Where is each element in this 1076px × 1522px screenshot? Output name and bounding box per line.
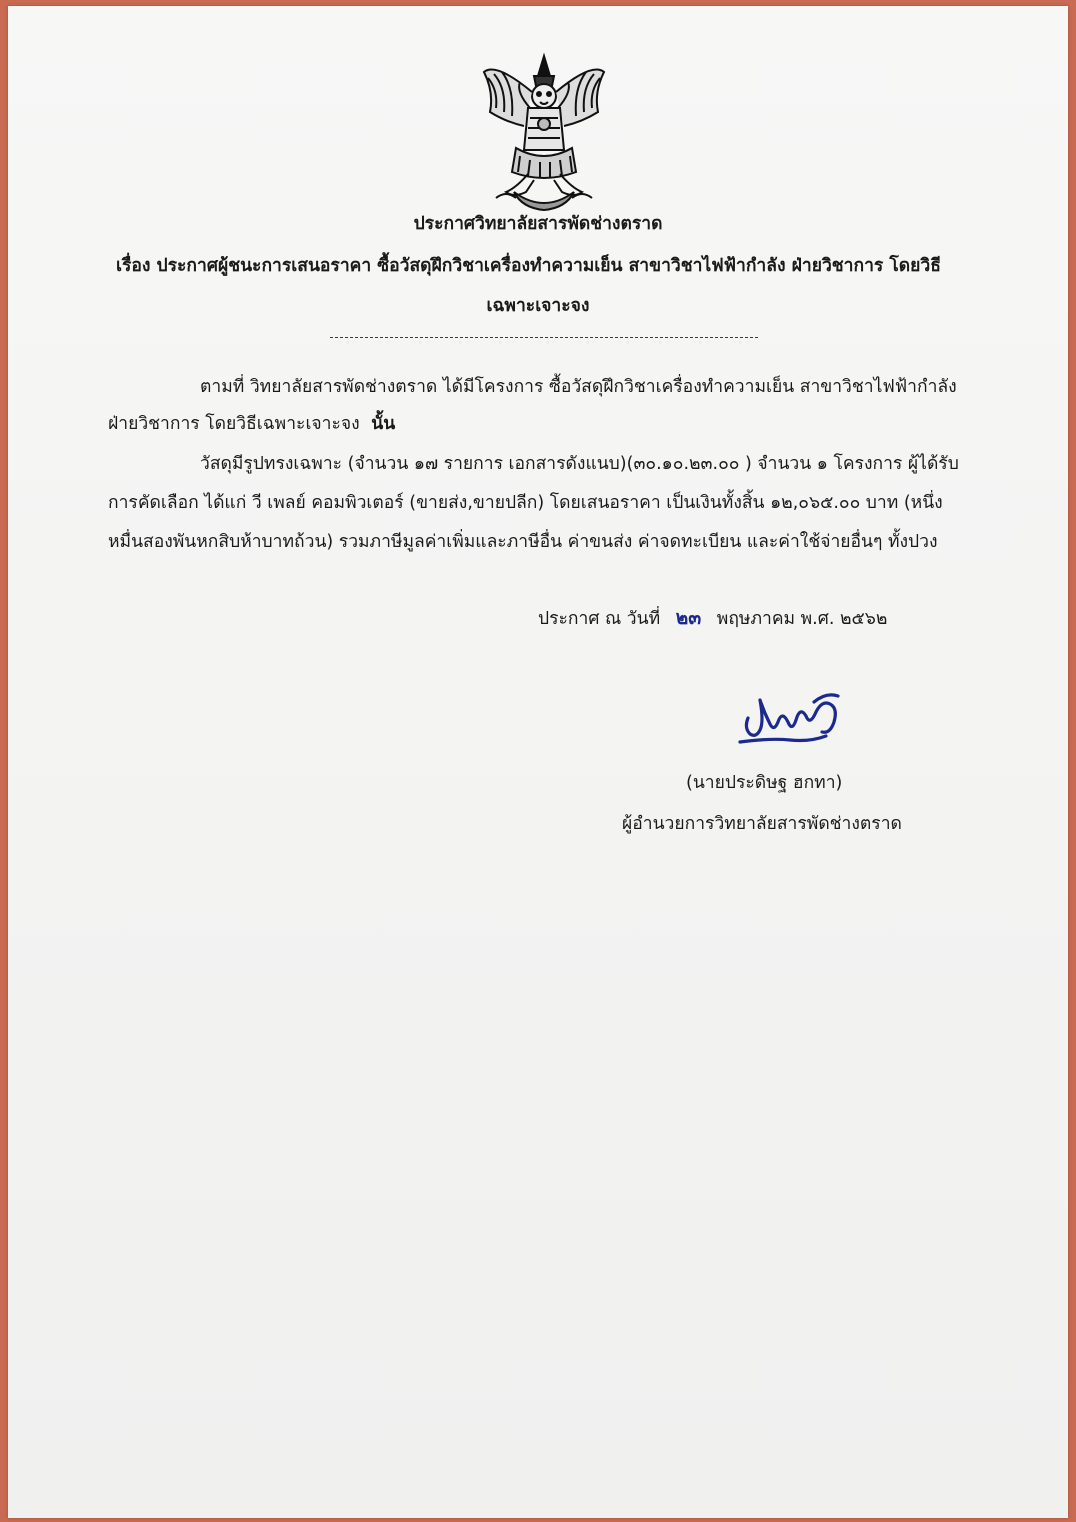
announcement-date [538, 609, 887, 629]
dashed-divider [330, 337, 758, 338]
paragraph-2-line-2: การคัดเลือก ได้แก่ วี เพลย์ คอมพิวเตอร์ (ขายส่ง,ขายปลีก) โดยเสนอราคา เป็นเงินทั้งสิ้น ๑๒,๐๖๕.๐๐ บาท (หนึ่ง [108, 493, 943, 513]
announcement-prefix: ประกาศ ณ วันที่ [538, 609, 661, 629]
garuda-emblem [476, 52, 612, 214]
signatory-name: (นายประดิษฐ ฮกทา) [686, 773, 843, 793]
signatory-position: ผู้อำนวยการวิทยาลัยสารพัดช่างตราด [622, 814, 902, 834]
paragraph-2-line-3: หมื่นสองพันหกสิบห้าบาทถ้วน) รวมภาษีมูลค่าเพิ่มและภาษีอื่น ค่าขนส่ง ค่าจดทะเบียน และค่าใช้จ่ายอื่นๆ ทั้งปวง [108, 532, 938, 552]
announcement-month-year: พฤษภาคม พ.ศ. ๒๕๖๒ [716, 609, 888, 629]
handwritten-day: ๒๓ [675, 607, 702, 629]
document-page [8, 6, 1068, 1518]
paragraph-2-line-1: วัสดุมีรูปทรงเฉพาะ (จำนวน ๑๗ รายการ เอกสารดังแนบ)(๓๐.๑๐.๒๓.๐๐ ) จำนวน ๑ โครงการ ผู้ได้รับ [200, 454, 959, 474]
paragraph-1-text: ฝ่ายวิชาการ โดยวิธีเฉพาะเจาะจง [108, 414, 360, 434]
document-subject-line-1: เรื่อง ประกาศผู้ชนะการเสนอราคา ซื้อวัสดุฝึกวิชาเครื่องทำความเย็น สาขาวิชาไฟฟ้ากำลัง ฝ่ายวิชาการ โดยวิธี [116, 256, 941, 276]
paragraph-1-line-2 [108, 416, 395, 434]
paragraph-1-end: นั้น [371, 414, 396, 434]
document-subject-line-2: เฉพาะเจาะจง [486, 296, 590, 316]
signature-mark [730, 682, 850, 762]
document-institution-heading: ประกาศวิทยาลัยสารพัดช่างตราด [413, 214, 663, 234]
paragraph-1-line-1: ตามที่ วิทยาลัยสารพัดช่างตราด ได้มีโครงการ ซื้อวัสดุฝึกวิชาเครื่องทำความเย็น สาขาวิชาไฟฟ้ากำลัง [200, 377, 957, 397]
